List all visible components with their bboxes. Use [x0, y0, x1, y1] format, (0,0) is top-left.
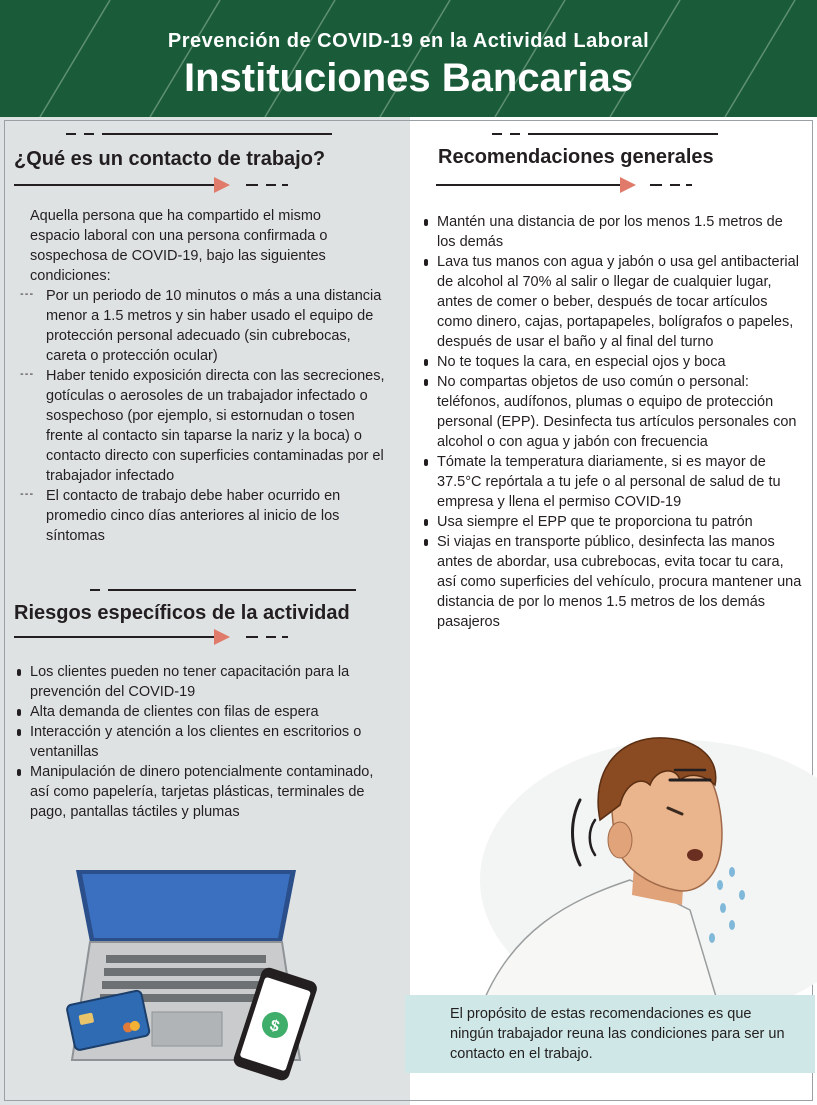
header-subtitle: Prevención de COVID-19 en la Actividad Laboral	[167, 30, 650, 52]
header-banner	[0, 0, 817, 117]
list-item: - - - El contacto de trabajo debe haber ocurrido en promedio cinco días anteriores al inicio de los síntomas	[18, 486, 390, 546]
contacto-conditions-list	[18, 286, 390, 546]
heading-bottom-rule	[436, 176, 696, 196]
section-heading-contacto: ¿Qué es un contacto de trabajo?	[14, 148, 326, 170]
list-item: No te toques la cara, en especial ojos y boca	[423, 352, 803, 372]
laptop-card-phone-illustration	[60, 860, 340, 1085]
svg-text:$: $	[267, 1016, 282, 1036]
riesgos-list	[16, 662, 396, 822]
list-item: No compartas objetos de uso común o personal: teléfonos, audífonos, plumas o equipo de protección personal (EPP). Desinfecta tus artículos personales con alcohol o con agua y jabón con frecuencia	[423, 372, 803, 452]
list-item: Manipulación de dinero potencialmente contaminado, así como papelería, tarjetas plásticas, terminales de pago, pantallas táctiles y plumas	[16, 762, 396, 822]
arrow-icon	[620, 177, 636, 193]
page-title: Instituciones Bancarias	[183, 56, 634, 100]
heading-top-rule	[486, 128, 726, 140]
contacto-intro: Aquella persona que ha compartido el mismo espacio laboral con una persona confirmada o sospechosa de COVID-19, bajo las siguientes condiciones:	[30, 208, 328, 284]
arrow-icon	[214, 629, 230, 645]
list-item: Usa siempre el EPP que te proporciona tu patrón	[423, 512, 803, 532]
list-item: Mantén una distancia de por los menos 1.5 metros de los demás	[423, 212, 803, 252]
list-item: - - - Haber tenido exposición directa con las secreciones, gotículas o aerosoles de un trabajador infectado o sospechoso (por ejemplo, si estornudan o tosen frente al contacto sin taparse la nariz y la boca) o contacto directo con superficies contaminadas por el trabajador infectado	[18, 366, 390, 486]
list-item: Tómate la temperatura diariamente, si es mayor de 37.5°C repórtala a tu jefe o al personal de salud de tu empresa y llena el permiso COVID-19	[423, 452, 803, 512]
section-heading-recomendaciones: Recomendaciones generales	[438, 146, 714, 168]
list-item: Si viajas en transporte público, desinfecta las manos antes de abordar, usa cubrebocas, evita tocar tu cara, así como superficies del vehículo, procura mantener una distancia de por lo menos 1.5 metros de los demás pasajeros	[423, 532, 803, 632]
heading-top-rule	[60, 128, 340, 140]
heading-top-rule	[84, 584, 364, 596]
recomendaciones-list	[423, 212, 803, 632]
list-item: Alta demanda de clientes con filas de espera	[16, 702, 396, 722]
list-item: - - - Por un periodo de 10 minutos o más a una distancia menor a 1.5 metros y sin haber usado el equipo de protección personal adecuado (sin cubrebocas, careta o protección ocular)	[18, 286, 390, 366]
note-text: El propósito de estas recomendaciones es que ningún trabajador reuna las condiciones para ser un contacto en el trabajo.	[450, 1006, 785, 1062]
list-item: Lava tus manos con agua y jabón o usa gel antibacterial de alcohol al 70% al salir o llegar de cualquier lugar, antes de comer o beber, después de tocar artículos como dinero, cajas, portapapeles, bolígrafos o papeles, después de usar el baño y al final del turno	[423, 252, 803, 352]
heading-bottom-rule	[14, 176, 294, 196]
list-item: Interacción y atención a los clientes en escritorios o ventanillas	[16, 722, 396, 762]
list-item: Los clientes pueden no tener capacitación para la prevención del COVID-19	[16, 662, 396, 702]
arrow-icon	[214, 177, 230, 193]
section-heading-riesgos: Riesgos específicos de la actividad	[14, 602, 350, 624]
heading-bottom-rule	[14, 628, 294, 648]
sneezing-person-illustration	[420, 680, 817, 1010]
